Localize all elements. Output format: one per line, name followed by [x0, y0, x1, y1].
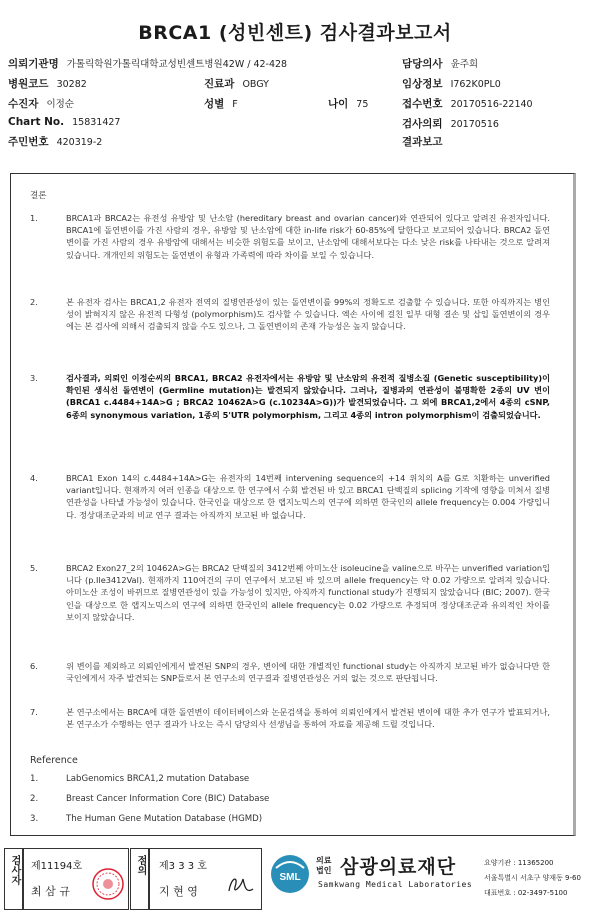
header-field-value: 20170516-22140 — [450, 99, 533, 110]
contact-line: 요양기관 : 11365200 — [484, 859, 554, 867]
conclusion-item-number: 4. — [30, 473, 38, 483]
reference-number: 2. — [30, 794, 39, 804]
reference-item — [30, 774, 249, 784]
inspector-label: 검사자 — [9, 855, 20, 885]
header-field-value: 윤주희 — [450, 59, 479, 70]
inspector-seal-icon — [91, 867, 125, 901]
conclusion-item-number: 5. — [30, 563, 38, 573]
header-field-label: 나이 — [328, 98, 349, 110]
org-contact — [484, 856, 581, 901]
conclusion-item-text: 본 유전자 검사는 BRCA1,2 유전자 전역의 질병연관성이 있는 돌연변이를 99%의 정확도로 검출할 수 있습니다. 또한 아직까지는 병인성이 밝혀지지 않은 유전적 다형성 (polymorphism)도 검사할 수 있습니다. 엑손 사이에 걸친 일부 대형 결손 및 삽입 돌연변이의 경우에는 본 검사에 의해서 검출되지 않을 수도 있으나, 그 돌연변이의 존재 가능성은 높지 않습니다. — [66, 297, 550, 332]
inspector-name: 최 삼 규 — [31, 885, 70, 898]
reference-text: LabGenomics BRCA1,2 mutation Database — [66, 774, 250, 784]
conclusion-item-number: 3. — [30, 373, 38, 383]
org-english-name: Samkwang Medical Laboratories — [318, 880, 473, 889]
header-field — [204, 96, 238, 111]
reference-heading: Reference — [30, 755, 78, 766]
conclusion-item-number: 2. — [30, 297, 38, 307]
conclusion-item-text: 본 연구소에서는 BRCA에 대한 돌연변이 데이터베이스와 논문검색을 통하여 의뢰인에게서 발견된 변이에 대한 추가 연구가 발표되거나, 본 연구소가 수행하는 연구 결과가 나오는 즉시 담당의사 선생님을 통하여 자료를 제공해 드릴 것입니다. — [66, 707, 550, 730]
header-field — [328, 96, 368, 111]
conclusion-item-number: 1. — [30, 213, 38, 223]
reference-text: The Human Gene Mutation Database (HGMD) — [66, 814, 263, 824]
reviewer-name: 지 현 영 — [159, 885, 198, 898]
sml-logo-icon — [270, 854, 310, 894]
reference-number: 3. — [30, 814, 39, 824]
reviewer-cell — [148, 848, 262, 910]
header-field-value: 75 — [356, 99, 369, 110]
header-field-value: 가톨릭학원가톨릭대학교성빈센트병원42W / 42-428 — [66, 59, 288, 70]
conclusion-item-text: BRCA1과 BRCA2는 유전성 유방암 및 난소암 (hereditary breast and ovarian cancer)와 연관되어 있다고 알려진 유전자입니다. BRCA1에 돌연변이를 가진 사람의 경우, 유방암 및 난소암에 대한 in-life risk가 60-85%에 달한다고 보고되어 있습니다. BRCA2 돌연변이를 가진 사람의 경우 유방암에 대해서는 비슷한 위험도를 보이고, 난소암에 대해서보다는 다소 낮은 risk를 나타내는 것으로 알려져 있습니다. 개개인의 위험도는 돌연변이 유형과 가족력에 따라 차이를 보일 수 있습니다. — [66, 213, 550, 260]
conclusion-item-text: BRCA2 Exon27_2의 10462A>G는 BRCA2 단백질의 3412번째 아미노산 isoleucine을 valine으로 바꾸는 unverified variation입니다 (p.Ile3412Val). 현재까지 110여건의 구미 연구에서 보고된 바 있으며 allele frequency는 약 0.02 가량으로 알려져 있습니다. 아미노산 조성이 바뀌므로 질병연관성이 있을 가능성이 있지만, 아직까지 functional study가 진행되지 않았습니다 (BIC; 2007). 한국인을 대상으로 한 랩지노믹스의 연구에 의하면 한국인의 allele frequency는 0.02 가량으로 추정되며 정상대조군과 유의적인 차이를 보이지 않았습니다. — [66, 563, 550, 622]
header-field — [8, 134, 102, 149]
conclusion-item-number: 6. — [30, 661, 38, 671]
header-field-label: 의뢰기관명 — [8, 58, 59, 70]
header-field-value: OBGY — [242, 79, 269, 90]
contact-line: 서울특별시 서초구 양재동 9-60 — [484, 874, 581, 882]
header-field — [8, 116, 120, 128]
reference-number: 1. — [30, 774, 39, 784]
inspector-label-cell — [4, 848, 24, 910]
conclusion-item-text: 위 변이를 제외하고 의뢰인에게서 발견된 SNP의 경우, 변이에 대한 개별적인 functional study는 아직까지 보고된 바가 없습니다만 한국인에게서 자주 발견되는 SNP들로서 본 연구소의 연구결과 질병연관성은 거의 없는 것으로 판단됩니다. — [66, 661, 550, 684]
inspector-cell — [22, 848, 129, 910]
header-field-label: 결과보고 — [402, 136, 443, 148]
header-field-value: 20170516 — [450, 119, 499, 130]
conclusion-item-text: 검사결과, 의뢰인 이정순씨의 BRCA1, BRCA2 유전자에서는 유방암 및 난소암의 유전적 질병소질 (Genetic susceptibility)이 확인된 생식선 돌연변이 (Germline mutation)는 발견되지 않았습니다. 그러나, 질병과의 연관성이 불명확한 2종의 UV 변이 (BRCA1 c.4484+14A>G ; BRCA2 10462A>G (c.10234A>G))가 발견되었습니다. 그 외에 BRCA1,2에서 4종의 cSNP, 6종의 synonymous variation, 1종의 5'UTR polymorphism, 그리고 4종의 intron polymorphism이 검출되었습니다. — [66, 373, 550, 420]
header-field — [8, 56, 287, 71]
org-prefix: 의료법인 — [316, 856, 332, 875]
header-field-label: 주민번호 — [8, 136, 49, 148]
header-field — [204, 76, 269, 91]
header-field-value: 30282 — [56, 79, 87, 90]
reviewer-license-no: 제3 3 3 호 — [159, 861, 207, 872]
header-field-value: F — [232, 99, 238, 110]
header-field — [402, 96, 533, 111]
contact-line: 대표번호 : 02-3497-5100 — [484, 889, 568, 897]
conclusion-item-number: 7. — [30, 707, 38, 717]
header-field — [8, 96, 74, 111]
header-field — [402, 134, 451, 149]
report-title: BRCA1 (성빈센트) 검사결과보고서 — [138, 22, 452, 44]
reference-item — [30, 794, 269, 804]
reference-text: Breast Cancer Information Core (BIC) Database — [66, 794, 270, 804]
conclusion-heading: 결론 — [30, 191, 47, 201]
header-field-value: I762K0PL0 — [450, 79, 501, 90]
header-field-label: 검사의뢰 — [402, 118, 443, 130]
reviewer-label-cell — [130, 848, 150, 910]
reference-item — [30, 814, 262, 824]
header-field-value: 15831427 — [72, 117, 121, 128]
org-name: 삼광의료재단 — [340, 856, 457, 878]
header-field-label: 담당의사 — [402, 58, 443, 70]
header-field-label: 임상정보 — [402, 78, 443, 90]
header-field-value: 420319-2 — [56, 137, 103, 148]
header-field-label: Chart No. — [8, 116, 65, 128]
header-field — [402, 56, 478, 71]
header-field-label: 병원코드 — [8, 78, 49, 90]
header-field — [402, 116, 499, 131]
sml-logo-text: SML — [279, 872, 301, 883]
inspector-license-no: 제11194호 — [31, 861, 83, 872]
header-field — [8, 76, 87, 91]
header-field-label: 수진자 — [8, 98, 39, 110]
signature-icon — [223, 867, 257, 901]
conclusion-item-text: BRCA1 Exon 14의 c.4484+14A>G는 유전자의 14번째 intervening sequence의 +14 위치의 A를 G로 치환하는 unverified variant입니다. 현재까지 여러 인종을 대상으로 한 연구에서 수회 발견된 바 있고 BRCA1 단백질의 splicing 기작에 영향을 미쳐서 질병연관성을 나타낼 가능성이 있습니다. 한국인을 대상으로 한 랩지노믹스의 연구에 의하면 한국인의 allele frequency는 0.004 가량입니다. 정상대조군과의 비교 연구 결과는 아직까지 보고된 바 없습니다. — [66, 473, 550, 520]
header-field-label: 접수번호 — [402, 98, 443, 110]
reviewer-label: 점의 — [135, 855, 146, 875]
header-field-label: 성별 — [204, 98, 225, 110]
header-field — [402, 76, 501, 91]
header-field-label: 진료과 — [204, 78, 235, 90]
header-field-value: 이정순 — [46, 99, 74, 110]
